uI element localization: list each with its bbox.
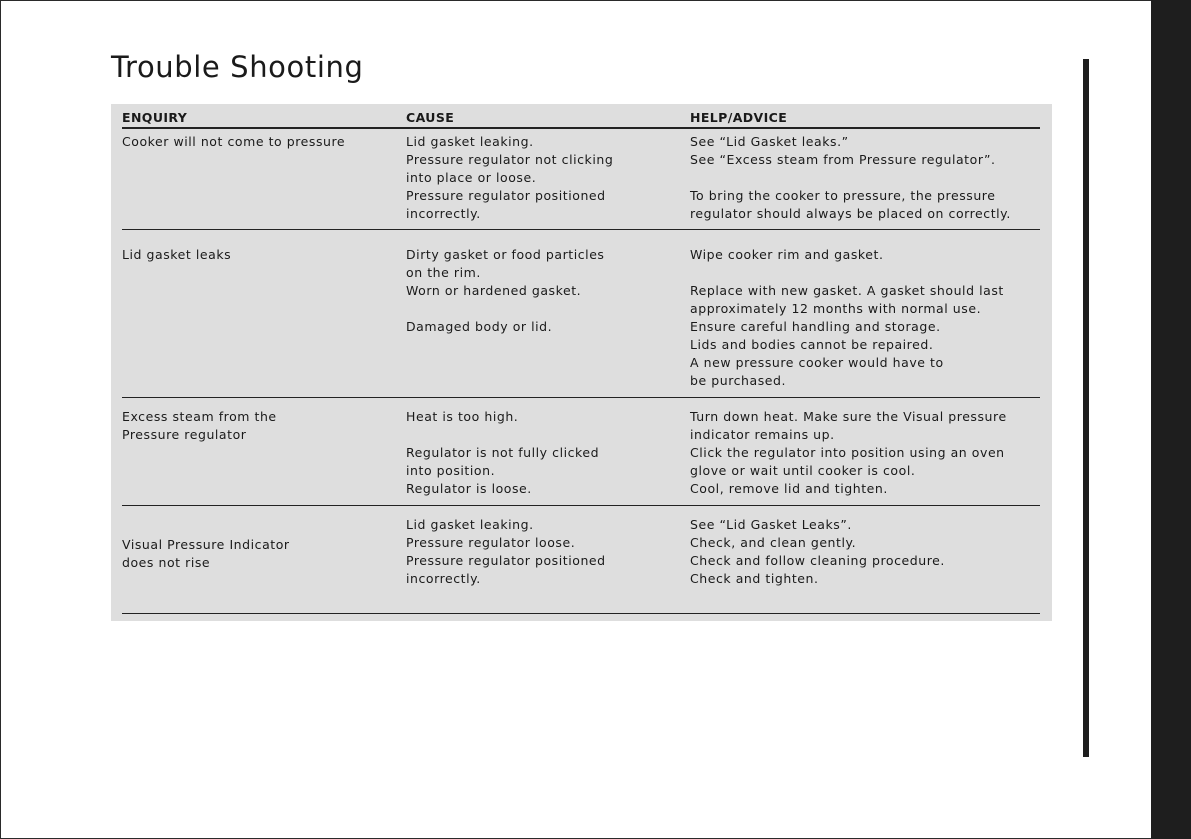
row-3-enquiry: Excess steam from the Pressure regulator (122, 409, 277, 442)
row-divider (122, 505, 1040, 506)
header-rule (122, 127, 1040, 129)
row-3-help: Turn down heat. Make sure the Visual pressure indicator remains up. Click the regulator into position using an oven glove or wait until cooker is cool. Cool, remove lid and tighten. (690, 409, 1007, 496)
page-title: Trouble Shooting (111, 50, 364, 84)
row-2-help: Wipe cooker rim and gasket. Replace with new gasket. A gasket should last approximately 12 months with normal use. Ensure careful handling and storage. Lids and bodies cannot be repaired. A new pressure cooker would have to be purchased. (690, 247, 1004, 388)
header-help-advice: HELP/ADVICE (690, 110, 788, 125)
header-enquiry: ENQUIRY (122, 110, 188, 125)
row-2-cause: Dirty gasket or food particles on the rim. Worn or hardened gasket. Damaged body or lid. (406, 247, 605, 334)
row-divider (122, 229, 1040, 230)
row-4-cause: Lid gasket leaking. Pressure regulator loose. Pressure regulator positioned incorrectly. (406, 517, 606, 586)
header-cause: CAUSE (406, 110, 455, 125)
side-margin-bar (1083, 59, 1089, 757)
row-1-cause: Lid gasket leaking. Pressure regulator not clicking into place or loose. Pressure regulator positioned incorrectly. (406, 134, 614, 221)
row-4-help: See “Lid Gasket Leaks”. Check, and clean gently. Check and follow cleaning procedure. Check and tighten. (690, 517, 945, 586)
row-1-enquiry: Cooker will not come to pressure (122, 134, 346, 149)
row-4-enquiry: Visual Pressure Indicator does not rise (122, 537, 290, 570)
row-1-help: See “Lid Gasket leaks.” See “Excess steam from Pressure regulator”. To bring the cooker to pressure, the pressure regulator should always be placed on correctly. (690, 134, 1011, 221)
table-bottom-rule (122, 613, 1040, 614)
page-edge (1151, 0, 1191, 839)
row-2-enquiry: Lid gasket leaks (122, 247, 232, 262)
row-divider (122, 397, 1040, 398)
row-3-cause: Heat is too high. Regulator is not fully clicked into position. Regulator is loose. (406, 409, 600, 496)
